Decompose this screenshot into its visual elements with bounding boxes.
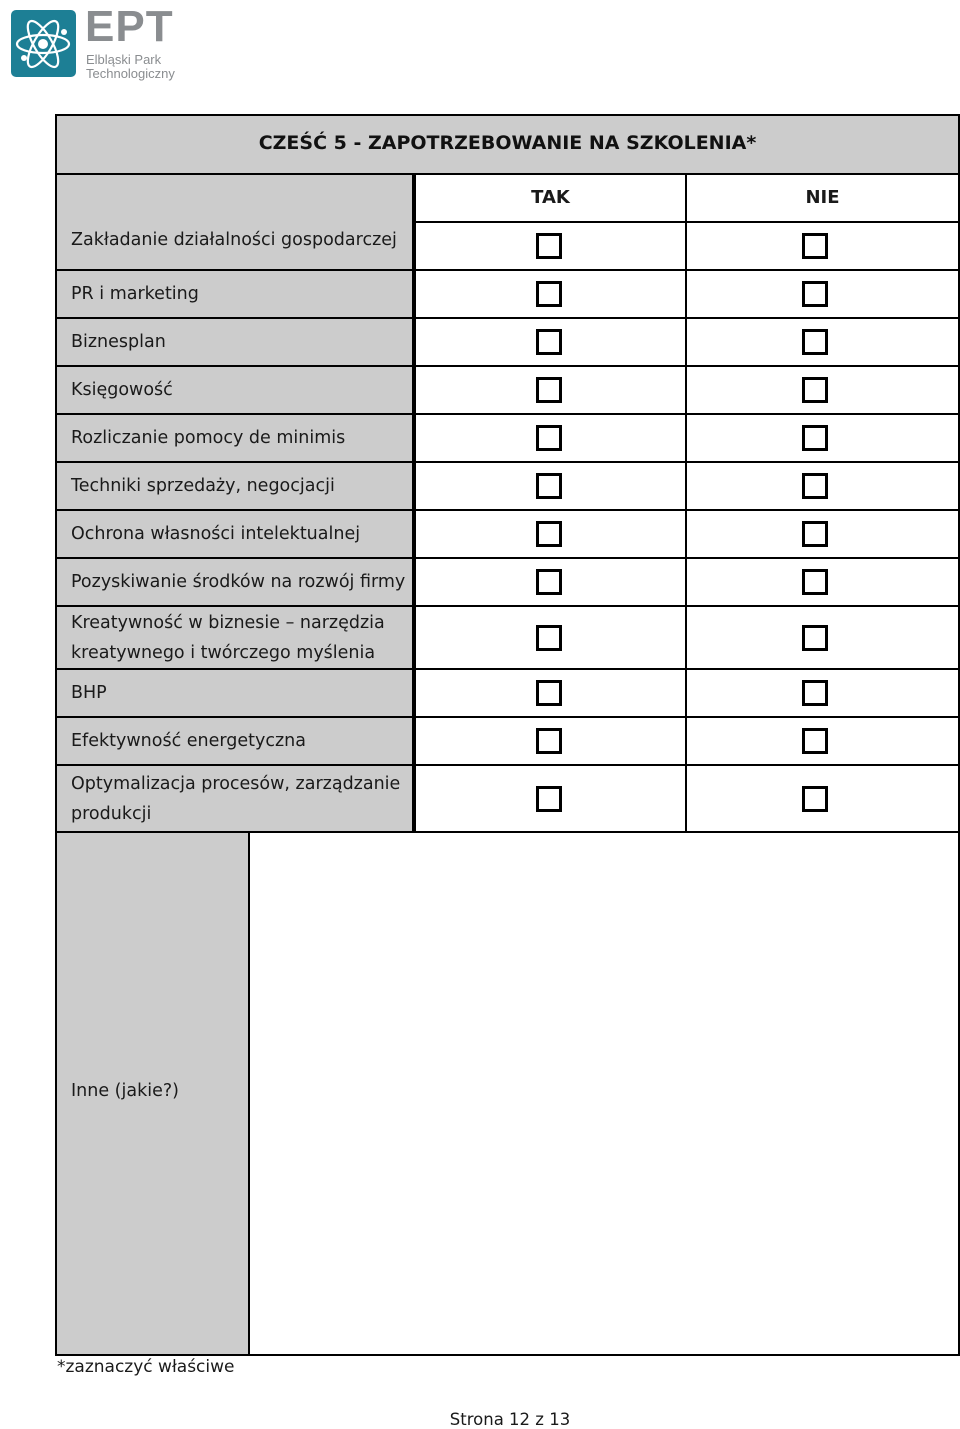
column-header-yes: TAK <box>414 175 687 223</box>
training-row-tak-cell <box>414 511 687 559</box>
checkbox-yes[interactable] <box>536 728 562 754</box>
training-row-label: Kreatywność w biznesie – narzędzia kreatywnego i twórczego myślenia <box>57 607 414 670</box>
training-row-nie-cell <box>687 223 958 271</box>
checkbox-yes[interactable] <box>536 473 562 499</box>
logo-name-line2: Technologiczny <box>86 66 175 81</box>
atom-icon <box>11 10 76 77</box>
checkbox-no[interactable] <box>802 521 828 547</box>
checkbox-yes[interactable] <box>536 521 562 547</box>
training-row-nie-cell <box>687 718 958 766</box>
training-row-tak-cell <box>414 559 687 607</box>
training-row-label: Biznesplan <box>57 319 414 367</box>
training-row-label: Księgowość <box>57 367 414 415</box>
checkbox-yes[interactable] <box>536 233 562 259</box>
checkbox-yes[interactable] <box>536 569 562 595</box>
ept-logo <box>11 2 181 81</box>
footnote: *zaznaczyć właściwe <box>57 1357 235 1377</box>
training-row-tak-cell <box>414 766 687 833</box>
training-row-label: Techniki sprzedaży, negocjacji <box>57 463 414 511</box>
training-row-nie-cell <box>687 511 958 559</box>
training-row-nie-cell <box>687 766 958 833</box>
training-row-label: Rozliczanie pomocy de minimis <box>57 415 414 463</box>
checkbox-yes[interactable] <box>536 786 562 812</box>
checkbox-no[interactable] <box>802 473 828 499</box>
training-row-nie-cell <box>687 559 958 607</box>
section-header <box>57 116 958 175</box>
checkbox-no[interactable] <box>802 786 828 812</box>
checkbox-yes[interactable] <box>536 329 562 355</box>
logo-abbreviation: EPT <box>85 2 174 51</box>
training-row-nie-cell <box>687 367 958 415</box>
training-needs-form <box>55 114 960 1356</box>
training-row-label: Zakładanie działalności gospodarczej <box>57 175 414 271</box>
checkbox-no[interactable] <box>802 281 828 307</box>
training-row-tak-cell <box>414 415 687 463</box>
training-row-tak-cell <box>414 718 687 766</box>
page-number: Strona 12 z 13 <box>449 1410 571 1429</box>
checkbox-no[interactable] <box>802 329 828 355</box>
checkbox-yes[interactable] <box>536 680 562 706</box>
checkbox-no[interactable] <box>802 569 828 595</box>
training-row-nie-cell <box>687 415 958 463</box>
checkbox-no[interactable] <box>802 728 828 754</box>
logo-name-line1: Elbląski Park <box>86 52 162 67</box>
checkbox-no[interactable] <box>802 233 828 259</box>
training-row-label: Optymalizacja procesów, zarządzanie produkcji <box>57 766 414 833</box>
training-row-tak-cell <box>414 271 687 319</box>
checkbox-yes[interactable] <box>536 625 562 651</box>
training-row-label: Ochrona własności intelektualnej <box>57 511 414 559</box>
training-row-tak-cell <box>414 607 687 670</box>
training-row-tak-cell <box>414 670 687 718</box>
other-training-label-cell <box>57 833 250 1354</box>
checkbox-yes[interactable] <box>536 377 562 403</box>
other-training-input[interactable] <box>250 833 958 1354</box>
column-header-no: NIE <box>687 175 958 223</box>
checkbox-yes[interactable] <box>536 425 562 451</box>
checkbox-no[interactable] <box>802 625 828 651</box>
training-row-label: Pozyskiwanie środków na rozwój firmy <box>57 559 414 607</box>
training-row-tak-cell <box>414 367 687 415</box>
training-row-tak-cell <box>414 319 687 367</box>
training-row-nie-cell <box>687 319 958 367</box>
training-row-tak-cell <box>414 223 687 271</box>
checkbox-no[interactable] <box>802 680 828 706</box>
training-row-tak-cell <box>414 463 687 511</box>
other-training-label: Inne (jakie?) <box>71 1081 179 1101</box>
training-row-nie-cell <box>687 463 958 511</box>
training-row-label: BHP <box>57 670 414 718</box>
checkbox-no[interactable] <box>802 377 828 403</box>
training-row-label: PR i marketing <box>57 271 414 319</box>
training-row-label: Efektywność energetyczna <box>57 718 414 766</box>
checkbox-no[interactable] <box>802 425 828 451</box>
section-title: CZEŚĆ 5 - ZAPOTRZEBOWANIE NA SZKOLENIA* <box>258 132 757 154</box>
training-row-nie-cell <box>687 670 958 718</box>
training-row-nie-cell <box>687 271 958 319</box>
checkbox-yes[interactable] <box>536 281 562 307</box>
training-row-nie-cell <box>687 607 958 670</box>
